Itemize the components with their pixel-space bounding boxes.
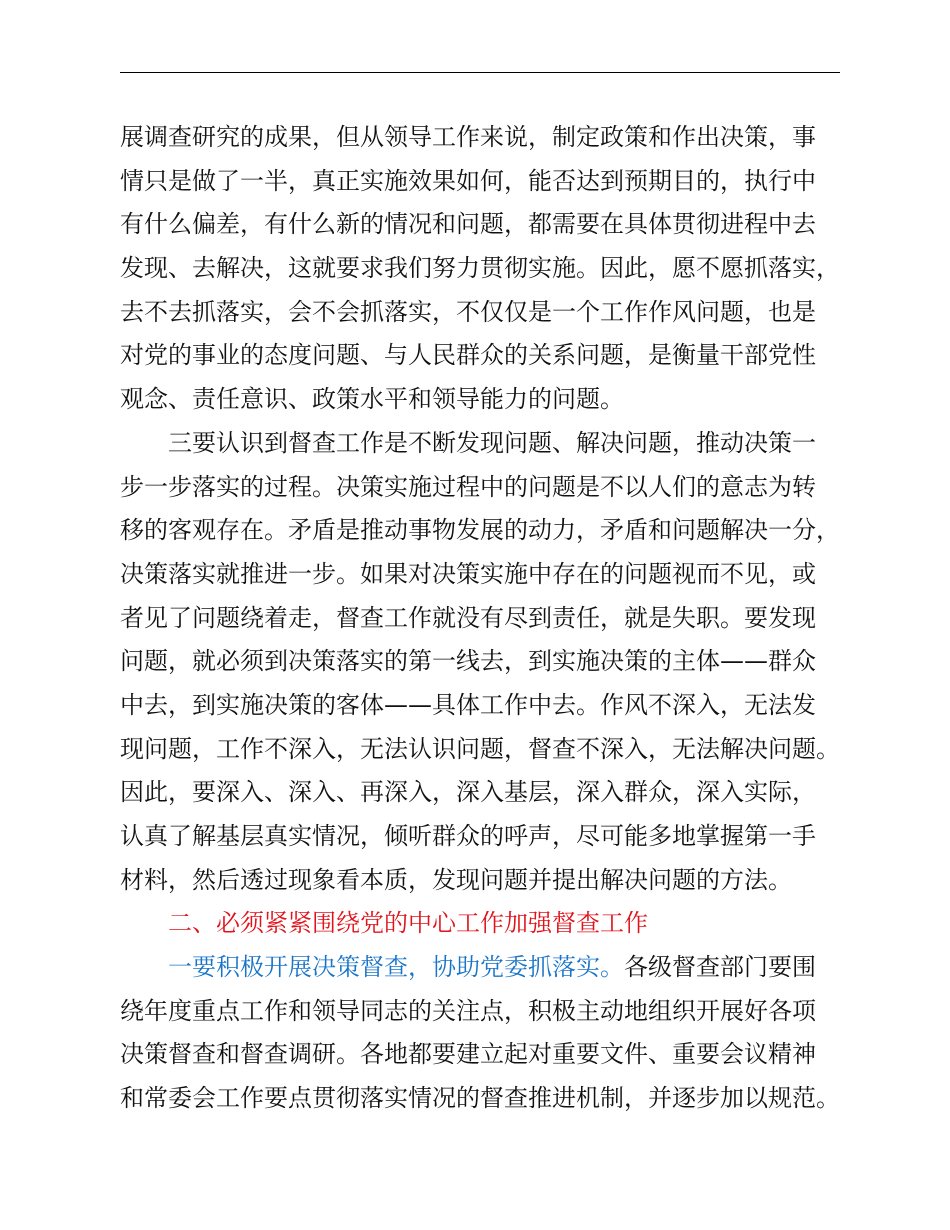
paragraph-line: 观念、责任意识、政策水平和领导能力的问题。 [120, 385, 624, 414]
document-body [120, 116, 850, 1121]
paragraph-line: 中去，到实施决策的客体——具体工作中去。作风不深入，无法发 [120, 690, 816, 719]
paragraph-line: 三要认识到督查工作是不断发现问题、解决问题，推动决策一 [168, 428, 816, 457]
paragraph-line: 步一步落实的过程。决策实施过程中的问题是不以人们的意志为转 [120, 472, 816, 501]
paragraph-line: 移的客观存在。矛盾是推动事物发展的动力，矛盾和问题解决一分， [120, 516, 840, 545]
subsection-line [120, 946, 850, 990]
paragraph-line: 和常委会工作要点贯彻落实情况的督查推进机制，并逐步加以规范。 [120, 1084, 840, 1113]
subsection-lead: 一要积极开展决策督查，协助党委抓落实。 [168, 953, 624, 982]
paragraph-line: 决策督查和督查调研。各地都要建立起对重要文件、重要会议精神 [120, 1040, 816, 1069]
paragraph-line: 因此，要深入、深入、再深入，深入基层，深入群众，深入实际， [120, 778, 816, 807]
subsection-lead-rest: 各级督查部门要围 [624, 953, 816, 982]
paragraph-line: 问题，就必须到决策落实的第一线去，到实施决策的主体——群众 [120, 647, 816, 676]
paragraph-line: 去不去抓落实，会不会抓落实，不仅仅是一个工作作风问题，也是 [120, 297, 816, 326]
paragraph-line: 情只是做了一半，真正实施效果如何，能否达到预期目的，执行中 [120, 166, 816, 195]
paragraph-line: 发现、去解决，这就要求我们努力贯彻实施。因此，愿不愿抓落实， [120, 254, 840, 283]
section-heading: 二、必须紧紧围绕党的中心工作加强督查工作 [168, 909, 648, 938]
paragraph-line: 决策落实就推进一步。如果对决策实施中存在的问题视而不见，或 [120, 559, 816, 588]
paragraph-line: 有什么偏差，有什么新的情况和问题，都需要在具体贯彻进程中去 [120, 210, 816, 239]
paragraph-line: 现问题，工作不深入，无法认识问题，督查不深入，无法解决问题。 [120, 734, 840, 763]
paragraph-line: 对党的事业的态度问题、与人民群众的关系问题，是衡量干部党性 [120, 341, 816, 370]
paragraph-line: 绕年度重点工作和领导同志的关注点，积极主动地组织开展好各项 [120, 996, 816, 1025]
paragraph-line: 展调查研究的成果，但从领导工作来说，制定政策和作出决策，事 [120, 123, 816, 151]
paragraph-line: 者见了问题绕着走，督查工作就没有尽到责任，就是失职。要发现 [120, 603, 816, 632]
header-rule [120, 72, 840, 73]
paragraph-line: 材料，然后透过现象看本质，发现问题并提出解决问题的方法。 [120, 865, 792, 894]
paragraph-line: 认真了解基层真实情况，倾听群众的呼声，尽可能多地掌握第一手 [120, 822, 816, 850]
